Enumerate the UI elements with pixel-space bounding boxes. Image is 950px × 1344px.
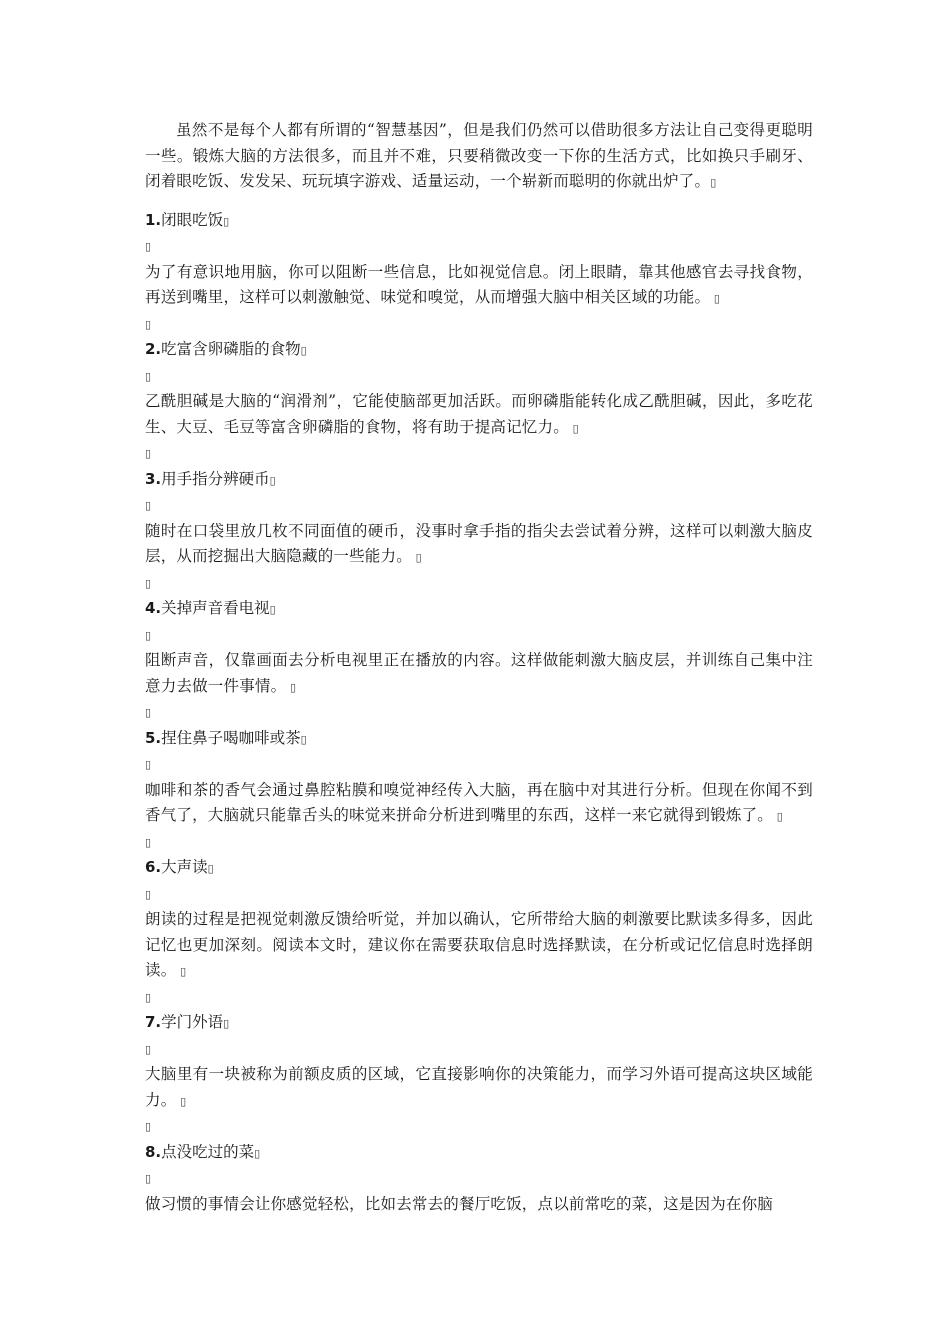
section-body: [145, 1062, 813, 1114]
paragraph-mark-icon: ▯: [568, 421, 579, 435]
section-heading: [145, 726, 813, 753]
paragraph-mark-icon: ▯: [223, 1017, 230, 1030]
paragraph-mark-icon: ▯: [145, 1120, 152, 1133]
section-title: 关掉声音看电视: [161, 599, 270, 617]
paragraph-mark-icon: ▯: [145, 499, 152, 512]
empty-paragraph: [145, 571, 813, 597]
section-body: [145, 907, 813, 985]
section-heading: [145, 337, 813, 364]
paragraph-mark-icon: ▯: [145, 240, 152, 253]
section-title: 闭眼吃饭: [161, 210, 224, 229]
section-body-text: 做习惯的事情会让你感觉轻松，比如去常去的餐厅吃饭，点以前常吃的菜，这是因为在你脑: [145, 1194, 774, 1213]
paragraph-mark-icon: ▯: [710, 176, 717, 189]
section-body-text: 大脑里有一块被称为前额皮质的区域，它直接影响你的决策能力，而学习外语可提高这块区域能力。: [145, 1065, 813, 1109]
section-heading: [145, 1140, 813, 1167]
intro-paragraph: [145, 118, 813, 196]
section-body: [145, 778, 813, 830]
paragraph-mark-icon: ▯: [145, 576, 152, 590]
paragraph-mark-icon: ▯: [145, 1172, 152, 1185]
section-heading: [145, 1010, 813, 1037]
section-heading: [145, 467, 813, 494]
paragraph-mark-icon: ▯: [300, 344, 307, 357]
section-number: 1.: [145, 210, 162, 229]
paragraph-mark-icon: ▯: [269, 473, 276, 487]
empty-paragraph: [145, 830, 813, 856]
section-body-text: 乙酰胆碱是大脑的“润滑剂”，它能使脑部更加活跃。而卵磷脂能转化成乙酰胆碱，因此，多吃花生、大豆、毛豆等富含卵磷脂的食物，将有助于提高记忆力。: [145, 392, 813, 436]
document-page: [145, 118, 813, 1217]
empty-paragraph: [145, 441, 813, 467]
empty-paragraph: [145, 364, 813, 390]
empty-paragraph: [145, 312, 813, 338]
empty-paragraph: [145, 1166, 813, 1192]
empty-paragraph: [145, 623, 813, 649]
paragraph-mark-icon: ▯: [145, 835, 152, 849]
empty-paragraph: [145, 752, 813, 778]
section-body-text: 朗读的过程是把视觉刺激反馈给听觉，并加以确认，它所带给大脑的刺激要比默读多得多，因此记忆也更加深刻。阅读本文时，建议你在需要获取信息时选择默读，在分析或记忆信息时选择朗读。: [145, 910, 813, 979]
section-title: 点没吃过的菜: [161, 1142, 255, 1161]
section-title: 学门外语: [161, 1013, 224, 1031]
empty-paragraph: [145, 700, 813, 726]
sections-list: [145, 208, 813, 1218]
paragraph-mark-icon: ▯: [286, 680, 297, 694]
section-title: 用手指分辨硬币: [161, 469, 270, 488]
paragraph-mark-icon: ▯: [145, 369, 152, 383]
section-number: 4.: [145, 599, 162, 617]
paragraph-mark-icon: ▯: [145, 1042, 152, 1056]
intro-text: 虽然不是每个人都有所谓的“智慧基因”，但是我们仍然可以借助很多方法让自己变得更聪明一些。锻炼大脑的方法很多，而且并不难，只要稍微改变一下你的生活方式，比如换只手刷牙、闭着眼吃饭、发发呆、玩玩填字游戏、适量运动，一个崭新而聪明的你就出炉了。: [145, 121, 813, 190]
paragraph-mark-icon: ▯: [254, 1146, 261, 1160]
paragraph-mark-icon: ▯: [176, 965, 187, 978]
section-heading: [145, 596, 813, 623]
paragraph-mark-icon: ▯: [223, 214, 230, 228]
paragraph-mark-icon: ▯: [269, 603, 276, 616]
section-body: [145, 389, 813, 441]
empty-paragraph: [145, 493, 813, 519]
paragraph-mark-icon: ▯: [145, 447, 152, 460]
empty-paragraph: [145, 985, 813, 1011]
paragraph-mark-icon: ▯: [145, 990, 152, 1004]
paragraph-mark-icon: ▯: [411, 551, 422, 564]
paragraph-mark-icon: ▯: [145, 317, 152, 331]
paragraph-mark-icon: ▯: [145, 706, 152, 719]
section-number: 6.: [145, 858, 162, 876]
section-heading: [145, 855, 813, 882]
empty-paragraph: [145, 1037, 813, 1063]
section-number: 7.: [145, 1013, 162, 1031]
section-title: 捏住鼻子喝咖啡或茶: [161, 728, 301, 747]
section-title: 大声读: [161, 858, 208, 876]
section-body: [145, 1192, 813, 1218]
section-title: 吃富含卵磷脂的食物: [161, 340, 301, 358]
paragraph-mark-icon: ▯: [710, 292, 721, 305]
empty-paragraph: [145, 1114, 813, 1140]
section-number: 3.: [145, 469, 162, 488]
section-heading: [145, 208, 813, 235]
paragraph-mark-icon: ▯: [207, 862, 214, 875]
empty-paragraph: [145, 882, 813, 908]
section-body-text: 咖啡和茶的香气会通过鼻腔粘膜和嗅觉神经传入大脑，再在脑中对其进行分析。但现在你闻不到香气了，大脑就只能靠舌头的味觉来拼命分析进到嘴里的东西，这样一来它就得到锻炼了。: [145, 780, 813, 824]
section-body-text: 为了有意识地用脑，你可以阻断一些信息，比如视觉信息。闭上眼睛，靠其他感官去寻找食物，再送到嘴里，这样可以刺激触觉、味觉和嗅觉，从而增强大脑中相关区域的功能。: [145, 262, 813, 306]
empty-paragraph: [145, 234, 813, 260]
section-number: 2.: [145, 340, 162, 358]
section-body: [145, 260, 813, 312]
section-body-text: 阻断声音，仅靠画面去分析电视里正在播放的内容。这样做能刺激大脑皮层，并训练自己集中注意力去做一件事情。: [145, 651, 813, 695]
paragraph-mark-icon: ▯: [300, 732, 307, 746]
section-number: 5.: [145, 728, 162, 747]
section-body: [145, 648, 813, 700]
section-number: 8.: [145, 1142, 162, 1161]
paragraph-mark-icon: ▯: [773, 810, 783, 823]
paragraph-mark-icon: ▯: [145, 887, 152, 901]
section-body-text: 随时在口袋里放几枚不同面值的硬币，没事时拿手指的指尖去尝试着分辨，这样可以刺激大脑皮层，从而挖掘出大脑隐藏的一些能力。: [145, 521, 813, 565]
section-body: [145, 519, 813, 571]
paragraph-mark-icon: ▯: [176, 1094, 187, 1108]
paragraph-mark-icon: ▯: [145, 758, 152, 771]
paragraph-mark-icon: ▯: [145, 628, 152, 642]
